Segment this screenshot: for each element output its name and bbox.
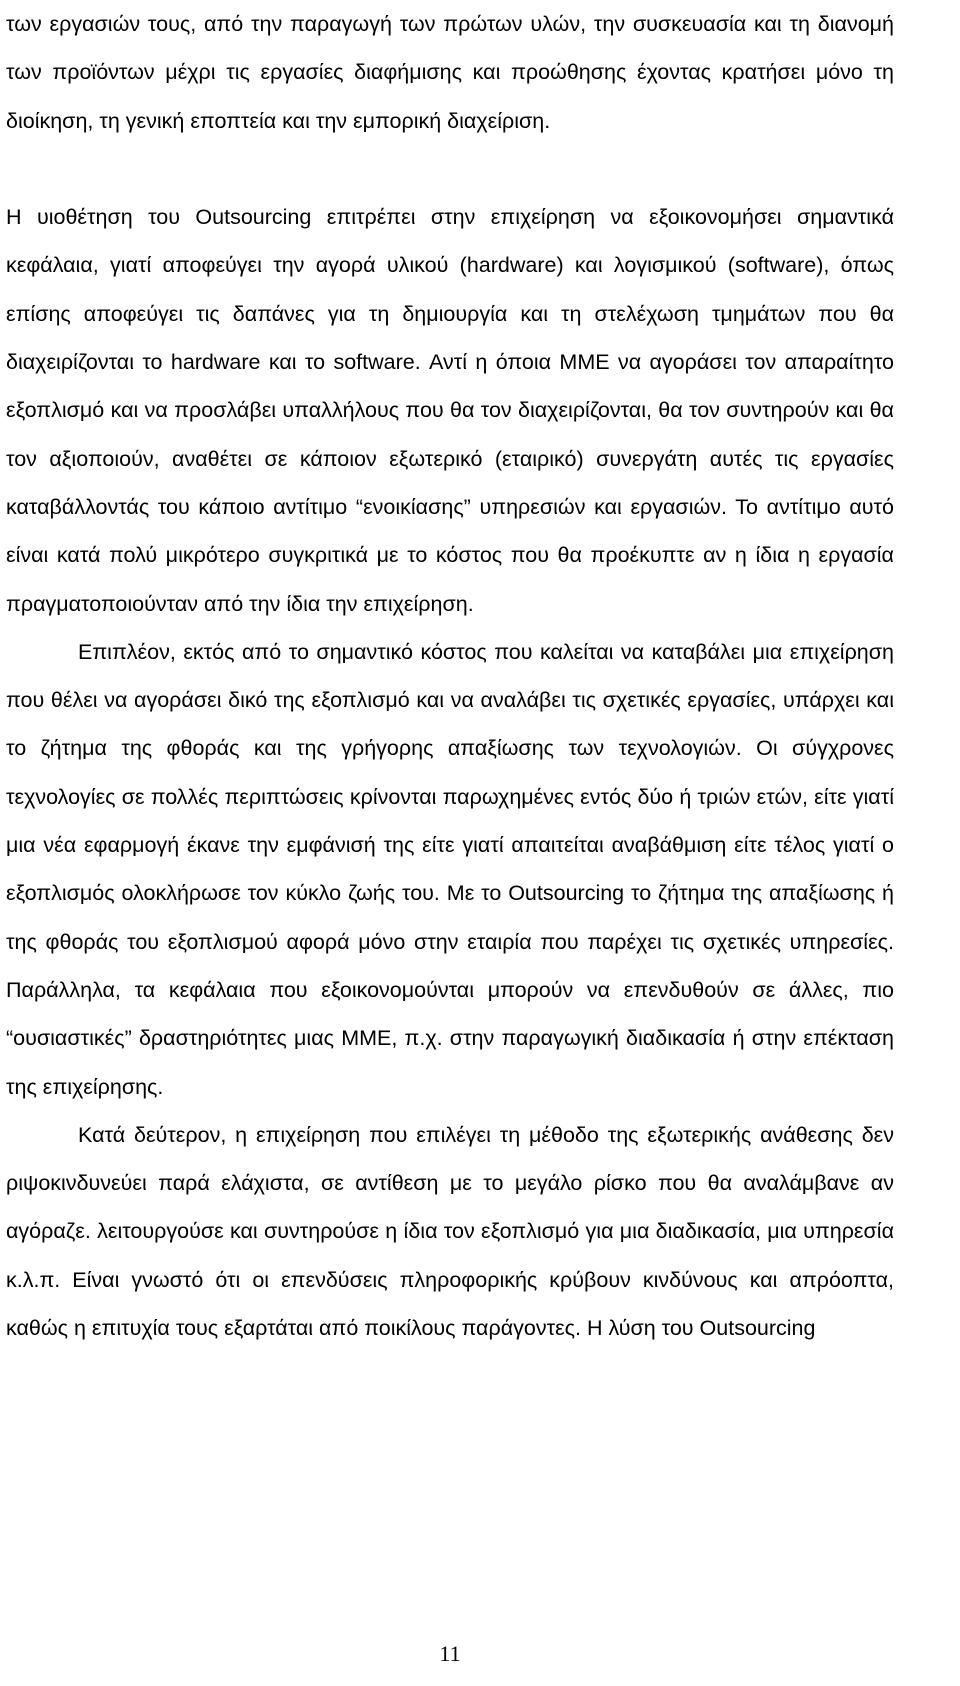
paragraph-equipment-obsolescence: Επιπλέον, εκτός από το σημαντικό κόστος που καλείται να καταβάλει μια επιχείρηση που θέλει να αγοράσει δικό της εξοπλισμό και να αναλάβει τις σχετικές εργασίες, υπάρχει και το ζήτημα της φθοράς και της γρήγορης απαξίωσης των τεχνολογιών. Οι σύγχρονες τεχνολογίες σε πολλές περιπτώσεις κρίνονται παρωχημένες εντός δύο ή τριών ετών, είτε γιατί μια νέα εφαρμογή έκανε την εμφάνισή της είτε γιατί απαιτείται αναβάθμιση είτε τέλος γιατί ο εξοπλισμός ολοκλήρωσε τον κύκλο ζωής του. Με το Outsourcing το ζήτημα της απαξίωσης ή της φθοράς του εξοπλισμού αφορά μόνο στην εταιρία που παρέχει τις σχετικές υπηρεσίες. Παράλληλα, τα κεφάλαια που εξοικονομούνται μπορούν να επενδυθούν σε άλλες, πιο “ουσιαστικές” δραστηριότητες μιας ΜΜΕ, π.χ. στην παραγωγική διαδικασία ή στην επέκταση της επιχείρησης. — [6, 639, 894, 1099]
paragraph-continuation: των εργασιών τους, από την παραγωγή των πρώτων υλών, την συσκευασία και τη διανομή των προϊόντων μέχρι τις εργασίες διαφήμισης και προώθησης έχοντας κρατήσει μόνο τη διοίκηση, τη γενική εποπτεία και την εμπορική διαχείριση. — [6, 12, 894, 133]
paragraph-risk: Κατά δεύτερον, η επιχείρηση που επιλέγει τη μέθοδο της εξωτερικής ανάθεσης δεν ριψοκινδυνεύει παρά ελάχιστα, σε αντίθεση με το μεγάλο ρίσκο που θα αναλάμβανε αν αγόραζε. λειτουργούσε και συντηρούσε η ίδια τον εξοπλισμό για μια διαδικασία, μια υπηρεσία κ.λ.π. Είναι γνωστό ότι οι επενδύσεις πληροφορικής κρύβουν κινδύνους και απρόοπτα, καθώς η επιτυχία τους εξαρτάται από ποικίλους παράγοντες. Η λύση του Outsourcing — [6, 1122, 894, 1341]
paragraph-spacing — [6, 145, 894, 193]
body-text — [6, 0, 894, 1352]
paragraph-outsourcing-savings: Η υιοθέτηση του Outsourcing επιτρέπει στην επιχείρηση να εξοικονομήσει σημαντικά κεφάλαια, γιατί αποφεύγει την αγορά υλικού (hardware) και λογισμικού (software), όπως επίσης αποφεύγει τις δαπάνες για τη δημιουργία και τη στελέχωση τμημάτων που θα διαχειρίζονται το hardware και το software. Αντί η όποια ΜΜΕ να αγοράσει τον απαραίτητο εξοπλισμό και να προσλάβει υπαλλήλους που θα τον διαχειρίζονται, θα τον συντηρούν και θα τον αξιοποιούν, αναθέτει σε κάποιον εξωτερικό (εταιρικό) συνεργάτη αυτές τις εργασίες καταβάλλοντάς του κάποιο αντίτιμο “ενοικίασης” υπηρεσιών και εργασιών. Το αντίτιμο αυτό είναι κατά πολύ μικρότερο συγκριτικά με το κόστος που θα προέκυπτε αν η ίδια η εργασία πραγματοποιούνταν από την ίδια την επιχείρηση. — [6, 205, 894, 616]
page-number: 11 — [439, 1641, 461, 1666]
